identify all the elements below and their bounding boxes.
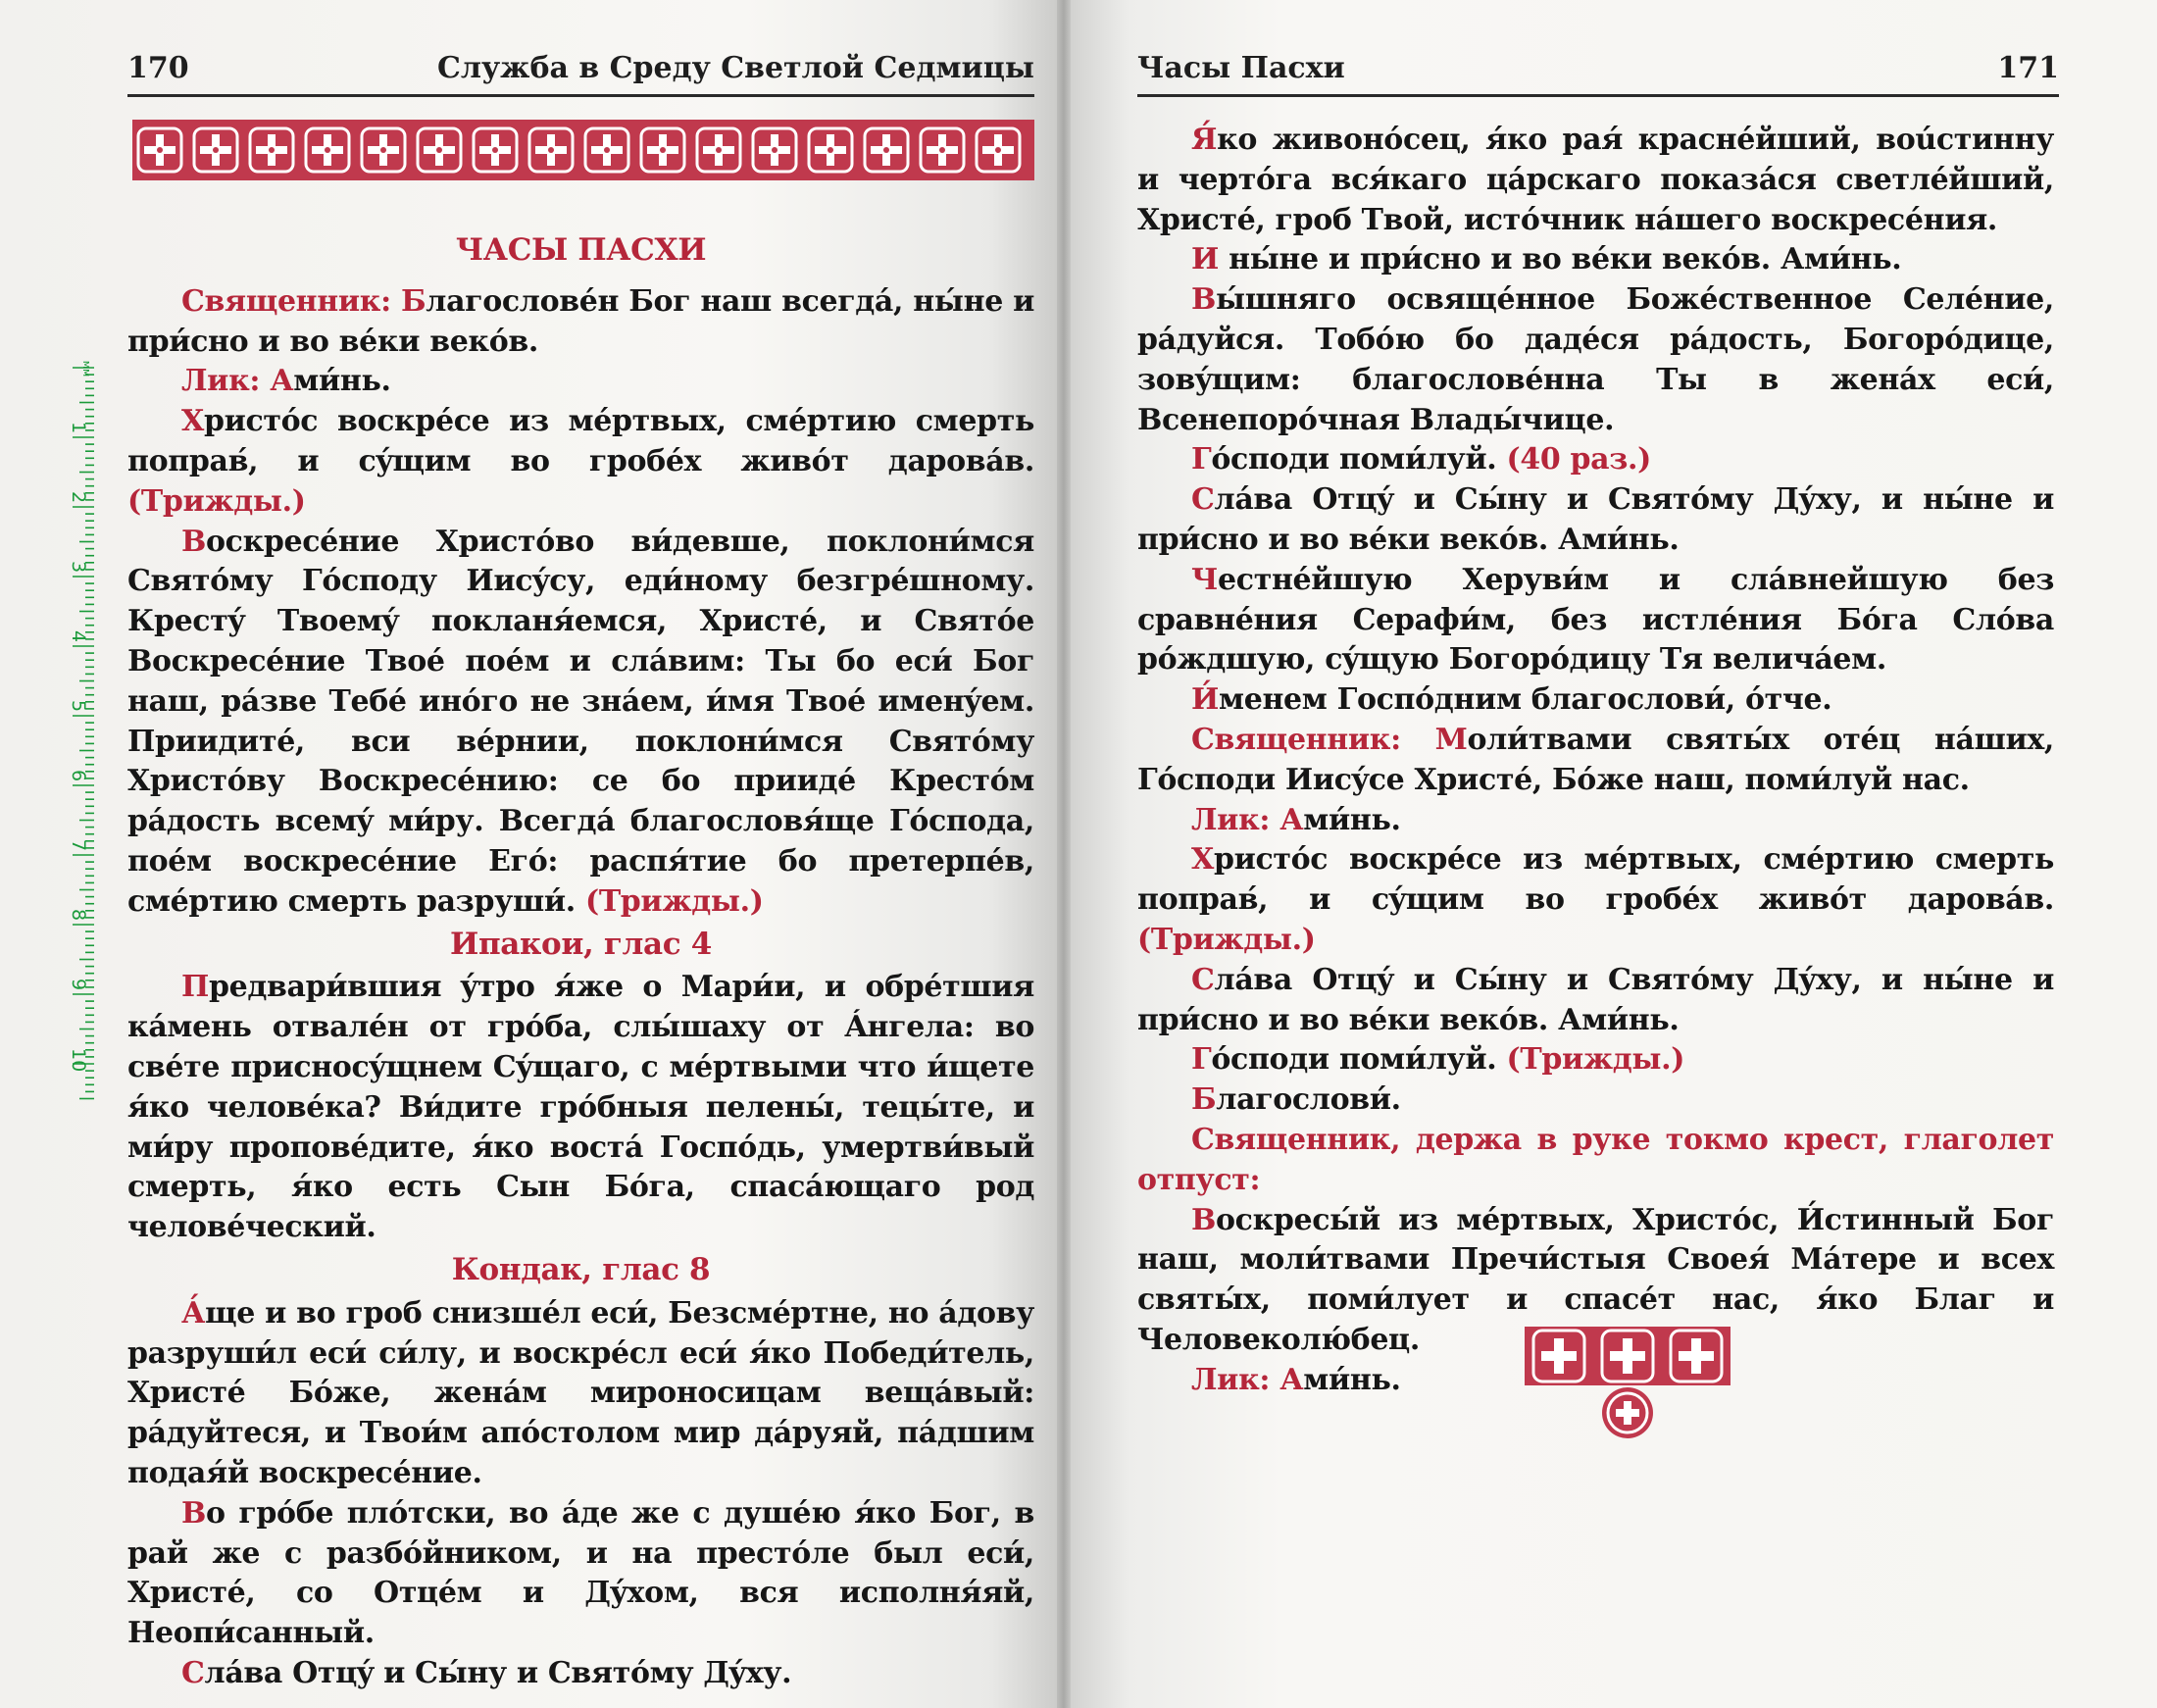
repeat-note: (40 раз.) xyxy=(1506,442,1651,477)
ruler-number: 2 xyxy=(68,491,89,504)
paragraph xyxy=(127,968,1034,1248)
paragraph-text: ще и во гроб снизшéл еси́, Безсмéртне, но áдову разруши́л еси́ си́лу, и воскрéсл еси́ я́ко Победи́тель, Христé Бóже, женáм мироносицам вещáвый: рáдуйтеся, и Твои́м апóстолом мир дáруяй, пáдшим подая́й воскресéние. xyxy=(127,1295,1034,1490)
paragraph-text: лáва Отцý и Сы́ну и Святóму Дýху, и ны́не и при́сно и во вéки векóв. Ами́нь. xyxy=(1137,962,2054,1037)
paragraph xyxy=(127,1654,1034,1694)
drop-letter: П xyxy=(181,970,209,1005)
paragraph-text: ми́нь. xyxy=(1303,1362,1401,1397)
drop-letter: Г xyxy=(1191,442,1212,477)
page-number: 170 xyxy=(127,51,189,85)
paragraph xyxy=(127,523,1034,923)
paragraph xyxy=(127,362,1034,402)
drop-letter: Х xyxy=(1191,842,1214,878)
paragraph xyxy=(1137,280,2054,440)
ipakoi-heading: Ипакои, глас 4 xyxy=(450,926,712,962)
ruler-number: 7 xyxy=(68,839,89,852)
drop-letter: И xyxy=(1191,242,1219,277)
drop-letter: И́ xyxy=(1191,682,1219,718)
paragraph-text: ми́нь. xyxy=(1303,802,1401,837)
repeat-note: (Трижды.) xyxy=(1506,1042,1685,1078)
left-page xyxy=(0,0,1064,1708)
paragraph xyxy=(1137,840,2054,960)
running-title: Служба в Среду Светлой Седмицы xyxy=(436,51,1034,85)
end-ornament xyxy=(1525,1327,1731,1439)
rubric-label: Лик: А xyxy=(1191,802,1304,837)
paragraph-text: естнéйшую Херуви́м и слáвнейшую без сравнéния Серафи́м, без истлéния Бóга Слóва рóждшую, сýщую Богорóдицу Тя величáем. xyxy=(1137,562,2054,678)
paragraph xyxy=(1137,801,2054,841)
header-rule xyxy=(1137,94,2059,97)
repeat-note: (Трижды.) xyxy=(1137,922,1316,957)
paragraph-text: ко живонóсец, я́ко рая́ краснéйший, воúстинну и чертóга вся́каго цáрскаго показáся светлéйший, Христé, гроб Твой, истóчник нáшего воскресéния. xyxy=(1137,123,2054,237)
rubric-label: Лик: А xyxy=(1191,1362,1304,1397)
paragraph xyxy=(127,282,1034,363)
drop-letter: В xyxy=(181,1495,207,1531)
ruler-number: 1 xyxy=(68,422,89,434)
scale-ruler xyxy=(68,348,94,1103)
paragraph-text: óсподи поми́луй. xyxy=(1211,1042,1497,1078)
paragraph-text: ны́не и при́сно и во вéки векóв. Ами́нь. xyxy=(1219,242,1902,277)
right-text-column xyxy=(1137,121,2054,1401)
paragraph-text: óсподи поми́луй. xyxy=(1211,442,1497,477)
drop-letter: Х xyxy=(181,404,204,439)
paragraph xyxy=(1137,721,2054,801)
rubric-instruction: Священник, держа в руке токмо крест, глаголет отпуст: xyxy=(1137,1122,2054,1197)
paragraph xyxy=(1137,440,2054,480)
paragraph xyxy=(1137,480,2054,561)
repeat-note: (Трижды.) xyxy=(127,483,306,519)
paragraph-text: лагослови́. xyxy=(1216,1082,1401,1118)
paragraph-text: менем Госпóдним благослови́, óтче. xyxy=(1219,682,1832,718)
paragraph-text: редвари́вшия ýтро я́же о Мари́и, и обрéтшия кáмень отвалéн от грóба, слы́шаху от Áнгела: во свéте присносýщнем Сýщаго, с мéртвыми что и́щете я́ко человéка? Ви́дите грóбныя пелены́, тецы́те, и ми́ру проповéдите, я́ко востá Госпóдь, умертви́вый смерть, я́ко есть Сын Бóга, спасáющаго род человéческий. xyxy=(127,970,1034,1245)
paragraph xyxy=(1137,680,2054,721)
header-rule xyxy=(127,94,1034,97)
paragraph xyxy=(127,1494,1034,1654)
page-number: 171 xyxy=(1997,51,2059,85)
paragraph-text: ристóс воскрéсе из мéртвых, смéртию смерть поправ́, и сýщим во гробéх живóт даровáв. xyxy=(1137,842,2054,918)
ruler-number: 6 xyxy=(68,770,89,782)
paragraph xyxy=(1137,1040,2054,1080)
paragraph-text: оли́твами святы́х отéц нáших, Гóсподи Иисýсе Христé, Бóже наш, поми́луй нас. xyxy=(1137,722,2054,797)
paragraph xyxy=(1137,561,2054,680)
drop-letter: Я́ xyxy=(1191,123,1218,157)
paragraph-text: ристóс воскрéсе из мéртвых, смéртию смерть поправ́, и сýщим во гробéх живóт даровáв. xyxy=(127,404,1034,478)
kondak-heading: Кондак, глас 8 xyxy=(451,1251,711,1287)
drop-letter: С xyxy=(181,1655,205,1690)
ruler-number: 3 xyxy=(68,561,89,574)
paragraph-text: ы́шняго освящéнное Божéственное Селéние, рáдуйся. Тобóю бо дадéся рáдость, Богорóдице, зовýщим: благословéнна Ты в женáх еси́, Всенепорóчная Влады́чице. xyxy=(1137,282,2054,437)
section-title: ЧАСЫ ПАСХИ xyxy=(455,232,707,268)
rubric-label: Лик: А xyxy=(181,364,294,399)
repeat-note: (Трижды.) xyxy=(584,883,764,919)
paragraph-text: лáва Отцý и Сы́ну и Святóму Дýху. xyxy=(204,1655,792,1690)
drop-letter: С xyxy=(1191,482,1215,518)
paragraph xyxy=(127,402,1034,522)
drop-letter: С xyxy=(1191,962,1215,997)
drop-letter: А́ xyxy=(181,1295,206,1331)
running-title: Часы Пасхи xyxy=(1137,51,1345,85)
right-page xyxy=(1064,0,2157,1708)
drop-letter: Г xyxy=(1191,1042,1212,1078)
rubric-label: Священник: М xyxy=(1191,722,1468,757)
svg-text:мм: мм xyxy=(80,360,93,377)
paragraph xyxy=(1137,121,2054,240)
drop-letter: Б xyxy=(1191,1082,1217,1118)
paragraph-text: оскресы́й из мéртвых, Христóс, И́стинный Бог наш, моли́твами Пречи́стыя Своея́ Мáтере и всех святы́х, поми́лует и спасéт нас, я́ко Благ и Человеколю́бец. xyxy=(1137,1202,2054,1357)
paragraph-text: лагословéн Бог наш всегдá, ны́не и при́сно и во вéки векóв. xyxy=(127,283,1034,359)
paragraph-text: ми́нь. xyxy=(293,364,391,399)
rubric-label: Священник: Б xyxy=(181,283,426,319)
paragraph xyxy=(1137,961,2054,1041)
ornament-band xyxy=(132,120,1034,180)
ruler-number: 10 xyxy=(68,1048,89,1073)
drop-letter: В xyxy=(181,524,207,559)
book-gutter xyxy=(1057,0,1071,1708)
paragraph-text: оскресéние Христóво ви́девше, поклони́мся Святóму Гóсподу Иисýсу, еди́ному безгрéшному. Крестý Твоемý покланя́емся, Христé, и Святóе Воскресéние Твоé поéм и слáвим: Ты бо еси́ Бог наш, рáзве Тебé инóго не знáем, и́мя Твоé именýем. Приидитé, вси вéрнии, поклони́мся Святóму Христóву Воскресéнию: се бо приидé Крестóм рáдость всемý ми́ру. Всегдá благословя́ще Гóспода, поéм воскресéние Егó: распя́тие бо претерпéв, смéртию смерть разруши́. xyxy=(127,524,1034,919)
ruler-number: 8 xyxy=(68,909,89,922)
paragraph-text: лáва Отцý и Сы́ну и Святóму Дýху, и ны́не и при́сно и во вéки векóв. Ами́нь. xyxy=(1137,482,2054,557)
paragraph xyxy=(127,1294,1034,1494)
drop-letter: Ч xyxy=(1191,562,1219,597)
paragraph xyxy=(1137,240,2054,280)
ruler-number: 5 xyxy=(68,700,89,713)
ruler-number: 9 xyxy=(68,979,89,991)
paragraph xyxy=(1137,1080,2054,1121)
paragraph-text: о грóбе плóтски, во áде же с душéю я́ко Бог, в рай же с разбóйником, и на престóле был еси́, Христé, со Отцéм и Дýхом, вся исполня́яй, Неопи́санный. xyxy=(127,1495,1034,1651)
left-text-column xyxy=(127,230,1034,1694)
ruler-number: 4 xyxy=(68,630,89,643)
drop-letter: В xyxy=(1191,1202,1217,1237)
drop-letter: В xyxy=(1191,282,1217,318)
